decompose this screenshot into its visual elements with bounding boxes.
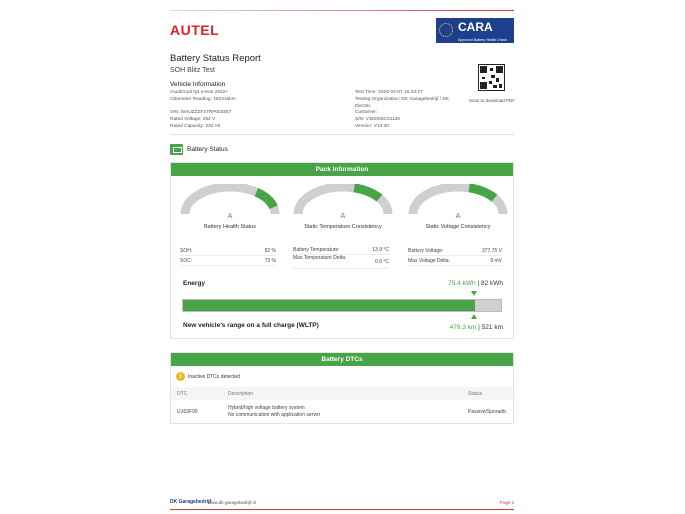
kv-row bbox=[408, 256, 502, 266]
section-divider bbox=[170, 134, 514, 135]
footer-logo: DK Garagebedrijf bbox=[170, 499, 212, 505]
temperature-table bbox=[293, 245, 389, 269]
dtc-notice: Inactive DTCs detected bbox=[188, 374, 240, 380]
odometer: Odometer Reading: 183416km bbox=[170, 96, 236, 102]
column-status: Status bbox=[468, 391, 483, 397]
vehicle-info-right bbox=[355, 90, 465, 131]
testing-organization: Testing Organization: DK Garagebedrijf / DK bbox=[355, 96, 450, 102]
footer-divider bbox=[170, 509, 514, 510]
energy-progress-bar bbox=[182, 299, 502, 312]
dtc-code: U163F00 bbox=[177, 409, 198, 415]
top-divider bbox=[170, 10, 514, 11]
kv-row bbox=[293, 245, 389, 255]
testing-organization-cont: Electric bbox=[355, 103, 371, 109]
cara-title: CARA bbox=[458, 20, 493, 34]
kv-row bbox=[180, 246, 276, 256]
vehicle-info-left bbox=[170, 90, 350, 131]
gauge-temperature-consistency bbox=[290, 184, 396, 234]
pack-information-title: Pack Information bbox=[171, 163, 513, 176]
voltage-label: Static Voltage Consistency bbox=[425, 224, 491, 230]
vehicle-info-heading: Vehicle Information bbox=[170, 81, 226, 88]
dtc-status: Passive/Sporadic bbox=[468, 409, 507, 415]
energy-value bbox=[448, 280, 503, 287]
voltage-grade: A bbox=[455, 213, 461, 220]
soc-value: 73 % bbox=[264, 258, 276, 264]
column-description: Description bbox=[228, 391, 254, 397]
kv-row bbox=[180, 256, 276, 266]
voltage-table bbox=[408, 246, 502, 266]
footer-url[interactable]: www.dk-garagebedrijf.nl bbox=[208, 500, 257, 505]
range-marker-icon bbox=[471, 314, 477, 319]
energy-marker-icon bbox=[471, 291, 477, 296]
cara-stars-icon bbox=[439, 23, 453, 37]
warning-icon: ! bbox=[176, 372, 185, 381]
soh-soc-table bbox=[180, 246, 276, 266]
energy-total: 82 kWh bbox=[480, 280, 503, 287]
range-current: 479.3 km bbox=[449, 324, 477, 331]
battery-dtcs-title: Battery DTCs bbox=[171, 353, 513, 366]
max-voltage-delta-value: 9 mV bbox=[490, 258, 502, 264]
max-temperature-delta-label: Max Temperature Delta: bbox=[293, 255, 347, 261]
battery-temperature-label: Battery Temperature: bbox=[293, 247, 340, 253]
serial-number: S/N: V3D0S5C01126 bbox=[355, 117, 400, 123]
page-number: Page 1 bbox=[500, 500, 515, 505]
cara-badge bbox=[436, 18, 514, 43]
range-value bbox=[450, 324, 503, 331]
rated-capacity: Rated Capacity: 234 Ah bbox=[170, 123, 221, 129]
rated-voltage: Rated Voltage: 352 V bbox=[170, 117, 216, 123]
range-total: 521 km bbox=[481, 324, 503, 331]
temperature-label: Static Temperature Consistency bbox=[304, 224, 382, 230]
battery-icon bbox=[170, 144, 183, 155]
table-row bbox=[171, 402, 513, 422]
version: Version: V13.30 bbox=[355, 123, 389, 129]
energy-progress-fill bbox=[183, 300, 475, 311]
energy-label: Energy bbox=[183, 280, 206, 287]
cara-subtitle: Approved Battery Health Check bbox=[458, 38, 508, 42]
battery-voltage-label: Battery Voltage: bbox=[408, 248, 444, 254]
dtc-table-header bbox=[171, 387, 513, 400]
vehicle-model: /Audi/Audi Q4 e-tron 2022+ bbox=[170, 90, 229, 95]
max-voltage-delta-label: Max Voltage Delta: bbox=[408, 258, 450, 264]
column-dtc: DTC bbox=[177, 391, 188, 397]
range-label: New vehicle's range on a full charge (WLTP) bbox=[183, 322, 319, 329]
qr-caption: Scan to download PDF bbox=[468, 98, 516, 103]
temperature-grade: A bbox=[340, 213, 346, 220]
kv-row bbox=[408, 246, 502, 256]
soc-label: SOC: bbox=[180, 258, 193, 264]
report-subtitle: SOH Blitz Test bbox=[170, 67, 215, 74]
dtc-description-1: Hybrid/high voltage battery system bbox=[228, 405, 305, 411]
report-title: Battery Status Report bbox=[170, 53, 261, 64]
test-time: Test Time: 2026-04-07 15:33:27 bbox=[355, 90, 423, 95]
gauge-voltage-consistency bbox=[405, 184, 511, 234]
range-separator: | bbox=[476, 324, 482, 331]
battery-temperature-value: 13.9 °C bbox=[372, 247, 389, 253]
battery-voltage-value: 377.75 V bbox=[481, 248, 502, 254]
energy-separator: | bbox=[475, 280, 481, 287]
health-grade: A bbox=[227, 213, 233, 220]
gauge-battery-health bbox=[177, 184, 283, 234]
customer: Customer: bbox=[355, 110, 378, 116]
soh-value: 92 % bbox=[264, 248, 276, 254]
qr-code-icon[interactable] bbox=[478, 64, 505, 91]
energy-current: 75.4 kWh bbox=[448, 280, 476, 287]
battery-status-heading: Battery Status bbox=[187, 146, 228, 153]
autel-logo: AUTEL bbox=[170, 22, 220, 38]
vin: VIN: WAUZZZF27RP002557 bbox=[170, 110, 232, 116]
dtc-description-2: No communication with application server bbox=[228, 412, 321, 418]
soh-label: SOH: bbox=[180, 248, 193, 254]
health-label: Battery Health Status bbox=[204, 224, 256, 230]
max-temperature-delta-value: 0.6 °C bbox=[375, 259, 389, 265]
kv-row bbox=[293, 255, 389, 269]
